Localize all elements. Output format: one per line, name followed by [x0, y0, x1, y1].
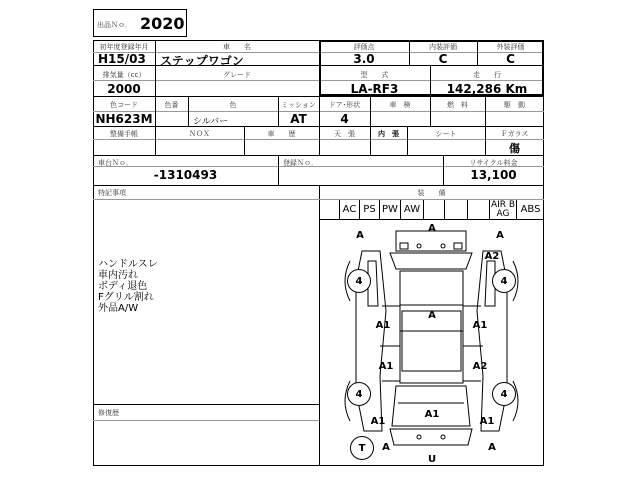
equipment-abs: ABS: [520, 204, 541, 215]
tire-front-left: 4: [347, 269, 371, 293]
transmission-value: AT: [290, 112, 307, 126]
damage-hood: A: [428, 310, 436, 321]
equipment-ps: PS: [363, 204, 376, 215]
tire-rear-left: 4: [347, 382, 371, 406]
note-line: Fグリル割れ: [98, 292, 154, 303]
tire-rear-right: 4: [492, 382, 516, 406]
damage-rear-bottom-left: A: [382, 442, 390, 453]
transmission-label: ミッション: [281, 101, 316, 109]
equipment-ac: AC: [342, 204, 357, 215]
nox-label: ＮＯＸ: [189, 130, 210, 138]
score-label: 評価点: [353, 43, 375, 51]
inspection-label: 車 検: [389, 101, 411, 109]
equipment-label: 装 備: [417, 189, 446, 197]
lot-number-box: [93, 9, 187, 37]
upholstery-label: 内 張: [378, 130, 399, 138]
equipment-empty: [445, 200, 467, 219]
damage-left-rear: A1: [370, 416, 386, 427]
damage-right-front-door: A1: [472, 320, 488, 331]
grade-label: グレード: [223, 71, 251, 79]
color-label: 色: [229, 101, 237, 109]
fglass-label: Ｆガラス: [500, 130, 529, 138]
exterior-value: C: [506, 52, 515, 66]
recycle-value: 13,100: [470, 168, 517, 182]
chassis-label: 車台Ｎｏ．: [98, 159, 133, 167]
damage-right-rear-door: A2: [472, 361, 488, 372]
score-value: 3.0: [353, 52, 375, 66]
car-name-value: ステップワゴン: [160, 54, 244, 68]
fglass-value: 傷: [509, 142, 520, 155]
equipment-empty: [468, 200, 489, 219]
exterior-label: 外装評価: [496, 43, 525, 51]
doors-label: ドア･形状: [328, 101, 361, 109]
color-code-label: 色コード: [110, 101, 138, 109]
note-line: 車内汚れ: [98, 270, 138, 281]
repair-label: 修復歴: [98, 409, 119, 417]
drive-label: 駆 動: [504, 101, 525, 109]
model-value: LA-RF3: [350, 82, 399, 96]
damage-front-top: A: [428, 223, 436, 234]
doors-value: 4: [340, 112, 349, 126]
damage-left-front-door: A1: [375, 320, 391, 331]
chassis-value: -1310493: [153, 168, 218, 182]
model-label: 型 式: [360, 71, 389, 79]
seat-label: シート: [435, 130, 457, 138]
displacement-value: 2000: [107, 82, 141, 96]
spare-tire: T: [350, 436, 374, 460]
recycle-label: リサイクル料金: [469, 159, 518, 167]
car-name-label: 車 名: [223, 43, 251, 51]
note-line: ボディ退色: [98, 281, 148, 292]
equipment-pw: PW: [382, 204, 398, 215]
damage-front-right-corner: A: [496, 230, 504, 241]
first-reg-label: 初年度登録年月: [99, 43, 149, 51]
tire-front-right: 4: [492, 269, 516, 293]
equipment-aw: AW: [403, 204, 421, 215]
fuel-label: 燃 料: [447, 101, 468, 109]
damage-rear-center: A1: [424, 409, 440, 420]
registration-label: 登録Ｎｏ．: [283, 159, 318, 167]
roof-label: 天 張: [334, 130, 355, 138]
first-reg-value: H15/03: [98, 52, 146, 66]
interior-value: C: [438, 52, 448, 66]
mileage-label: 走 行: [473, 71, 501, 79]
color-code-value: NH623M: [95, 112, 153, 126]
damage-rear-bottom-right: A: [488, 442, 496, 453]
mileage-value: 142,286 Km: [446, 82, 528, 96]
lot-number-label: 出品Ｎｏ．: [97, 21, 132, 29]
color-value: シルバー: [193, 117, 229, 127]
damage-right-rear: A1: [479, 416, 495, 427]
equipment-airbag: AIR BAG: [490, 200, 516, 219]
interior-label: 内装評価: [429, 43, 457, 51]
equipment-row: [319, 200, 544, 220]
color-no-label: 色番: [164, 101, 179, 109]
damage-right-front-fender: A2: [484, 251, 500, 262]
equipment-empty: [424, 200, 444, 219]
damage-front-left-corner: A: [356, 230, 364, 241]
displacement-label: 排気量（cc）: [102, 71, 146, 79]
history-label: 車 歴: [267, 130, 296, 138]
damage-bumper-bottom: U: [427, 454, 437, 465]
note-line: ハンドルスレ: [98, 259, 158, 270]
car-damage-diagram: [320, 221, 543, 465]
notes-label: 特記事項: [98, 189, 126, 197]
notes-text: [98, 259, 158, 314]
lot-number-value: 2020: [140, 14, 185, 33]
note-line: 外品A/W: [98, 303, 139, 314]
manual-label: 整備手帳: [110, 130, 138, 138]
damage-left-rear-door: A1: [378, 361, 394, 372]
